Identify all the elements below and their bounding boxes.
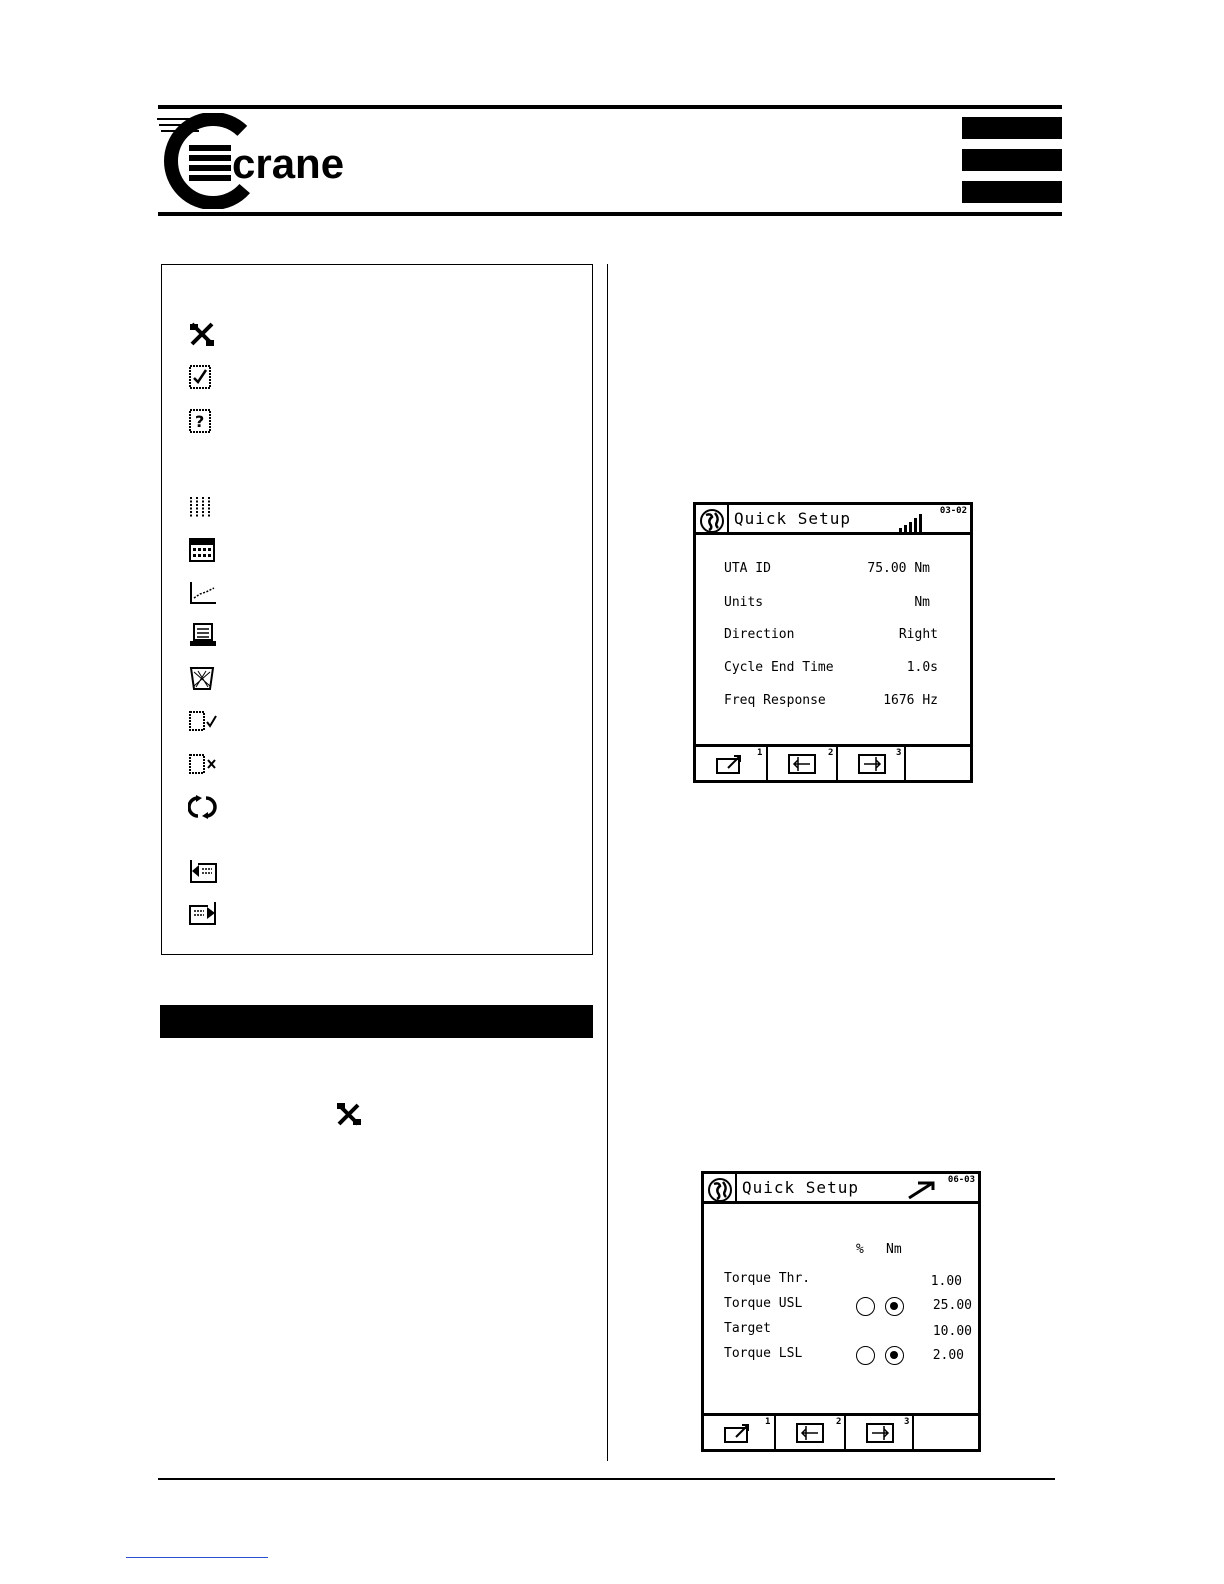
freq-response-value[interactable]: 1676 Hz (883, 693, 938, 708)
fkey-exit-button[interactable] (696, 747, 768, 780)
help-document-icon (188, 408, 218, 434)
torque-usl-percent-radio[interactable] (856, 1297, 875, 1316)
screen-code: 06-03 (947, 1175, 975, 1185)
previous-field-icon (788, 754, 816, 774)
uta-id-label: UTA ID (724, 561, 771, 576)
signal-bars-icon (898, 513, 928, 533)
next-field-icon (866, 1423, 894, 1443)
screen-code: 03-02 (939, 506, 967, 516)
next-field-icon (858, 754, 886, 774)
screen-title: Quick Setup (742, 1178, 859, 1197)
torque-usl-value[interactable]: 25.00 (932, 1298, 972, 1313)
section-heading-bar (160, 1005, 593, 1038)
torque-threshold-value[interactable]: 1.00 (930, 1274, 962, 1289)
fkey-number: 2 (836, 1417, 842, 1427)
torque-lsl-unit-radio[interactable] (885, 1346, 904, 1365)
torque-lsl-label: Torque LSL (724, 1346, 803, 1361)
units-value[interactable]: Nm (914, 595, 930, 610)
quick-setup-screen-2 (701, 1171, 981, 1452)
header-top-rule (158, 105, 1062, 109)
next-page-icon (188, 900, 218, 926)
torque-usl-unit-radio[interactable] (885, 1297, 904, 1316)
globe-icon (699, 508, 725, 534)
column-divider (607, 264, 608, 1461)
target-label: Target (724, 1321, 771, 1336)
fkey-number: 3 (904, 1417, 910, 1427)
fkey-previous-button[interactable] (776, 1416, 846, 1449)
screen-titlebar (696, 505, 970, 535)
direction-arrow-icon (906, 1180, 936, 1200)
delete-bin-icon (188, 665, 218, 691)
globe-icon (707, 1177, 733, 1203)
units-label: Units (724, 595, 764, 610)
fkey-previous-button[interactable] (768, 747, 838, 780)
fkey-number: 2 (828, 748, 834, 758)
cycle-end-time-value[interactable]: 1.0s (906, 660, 938, 675)
function-key-bar (704, 1413, 978, 1449)
logo-wordmark: crane (232, 140, 345, 187)
fkey-number: 1 (765, 1417, 771, 1427)
check-document-icon (188, 364, 218, 390)
direction-value[interactable]: Right (898, 627, 938, 642)
torque-lsl-percent-radio[interactable] (856, 1346, 875, 1365)
freq-response-label: Freq Response (724, 693, 826, 708)
tool-accept-icon (188, 708, 218, 734)
percent-column-header: % (856, 1242, 864, 1257)
footer-link-underline[interactable] (126, 1557, 268, 1558)
previous-page-icon (188, 858, 218, 884)
refresh-icon (188, 794, 218, 820)
quick-setup-screen-1 (693, 502, 973, 783)
fkey-number: 3 (896, 748, 902, 758)
screen-titlebar (704, 1174, 978, 1204)
header-block-3 (962, 181, 1062, 203)
header-bottom-rule (158, 212, 1062, 216)
svg-text:?: ? (195, 412, 205, 431)
fkey-next-button[interactable] (838, 747, 906, 780)
footer-rule (158, 1478, 1055, 1480)
torque-lsl-value[interactable]: 2.00 (932, 1348, 964, 1363)
calendar-icon (188, 537, 218, 563)
cycle-end-time-label: Cycle End Time (724, 660, 834, 675)
exit-icon (716, 754, 746, 774)
unit-column-header: Nm (886, 1242, 902, 1257)
graph-icon (188, 580, 218, 606)
fkey-next-button[interactable] (846, 1416, 914, 1449)
screen-title: Quick Setup (734, 509, 851, 528)
torque-threshold-label: Torque Thr. (724, 1271, 811, 1286)
header-block-1 (962, 117, 1062, 139)
tools-icon (336, 1102, 362, 1128)
torque-usl-label: Torque USL (724, 1296, 803, 1311)
title-separator (727, 505, 729, 535)
header-block-2 (962, 149, 1062, 171)
fkey-exit-button[interactable] (704, 1416, 776, 1449)
printer-icon (188, 622, 218, 648)
function-key-bar (696, 744, 970, 780)
exit-icon (724, 1423, 754, 1443)
readings-list-icon (188, 494, 218, 520)
previous-field-icon (796, 1423, 824, 1443)
tools-icon (188, 322, 218, 348)
direction-label: Direction (724, 627, 795, 642)
tool-reject-icon (188, 751, 218, 777)
target-value[interactable]: 10.00 (932, 1324, 972, 1339)
title-separator (735, 1174, 737, 1204)
fkey-number: 1 (757, 748, 763, 758)
uta-id-value[interactable]: 75.00 Nm (867, 561, 930, 576)
icon-legend-box (161, 264, 593, 955)
